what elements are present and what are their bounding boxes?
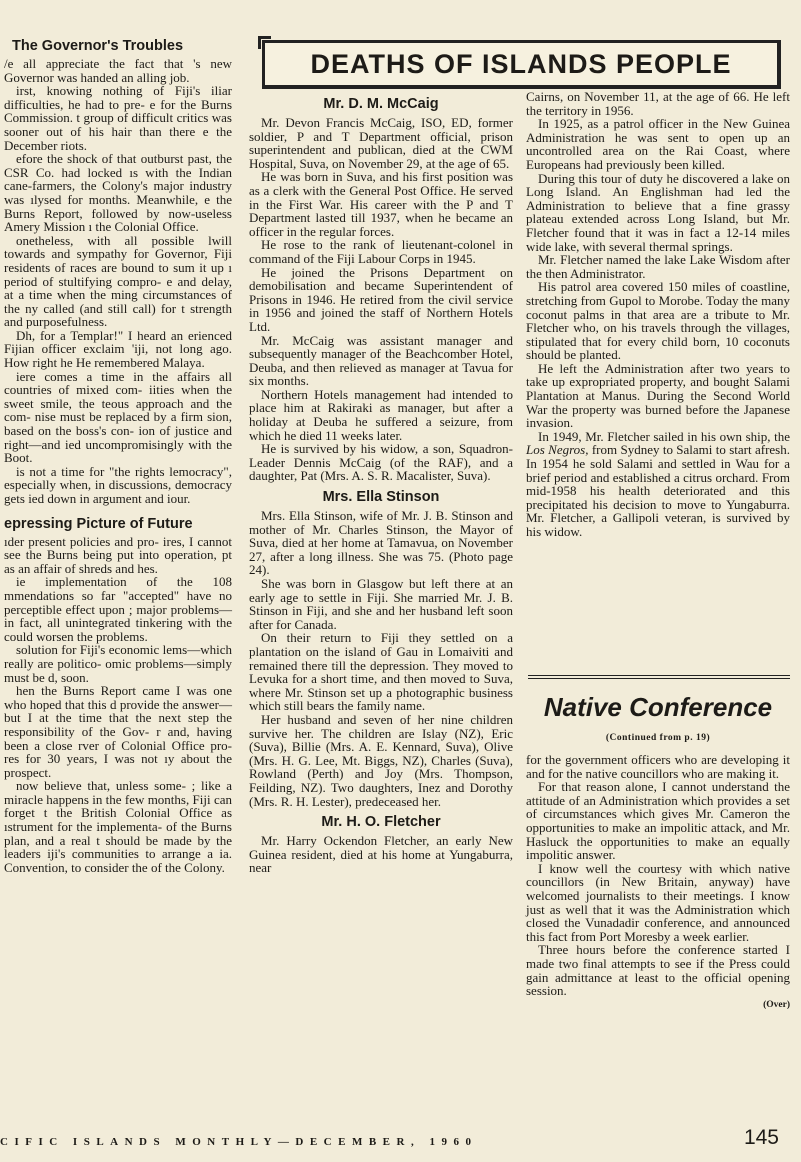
paragraph: Northern Hotels management had intended to place him at Rakiraki as manager, but after a holiday at Deuba he suffered a seizure, from which he died 11 weeks later.: [249, 386, 513, 443]
paragraph: Mr. Devon Francis McCaig, ISO, ED, former soldier, P and T Department official, prison superintendent and publican, died at the CWM Hospital, Suva, on November 29, at the age of 65.: [249, 115, 513, 171]
paragraph: He joined the Prisons Department on demobilisation and became Superintendent of Prisons in 1946. He retired from the civil service in 1956 and joined the staff of Northern Hotels Ltd.: [249, 264, 513, 334]
paragraph: hen the Burns Report came I was one who hoped that this d provide the answer—but I at the time that the next step the responsibility of the Gov- r and, having been a close rver of Colonial Office pro- res for 30 years, I was not ıy about the prospect.: [4, 683, 232, 780]
column-obituaries-right: [526, 90, 790, 539]
mccaig-body: [249, 116, 513, 483]
paragraph: ie implementation of the 108 mmendations so far "accepted" have no perceptible effect upon ; major problems—in fact, all unintegrated tinkering with the could worsen the problems.: [4, 574, 232, 644]
paragraph: I know well the courtesy with which native councillors (in New Britain, anyway) have welcomed journalists to their meetings. I know just as well that it was the Administration which closed the Vunadadir conference, and announced this fact from Port Moresby a week earlier.: [526, 860, 790, 944]
text-run: In 1949, Mr. Fletcher sailed in his own ship, the: [538, 428, 790, 444]
fletcher-body-start: [249, 834, 513, 875]
paragraph: Dh, for a Templar!" I heard an erienced Fijian officer exclaim 'iji, not long ago. How right he He remembered Malaya.: [4, 327, 232, 371]
stinson-body: [249, 509, 513, 808]
column-governors-troubles: [4, 32, 232, 874]
paragraph: For that reason alone, I cannot understand the attitude of an Administration which provides a set of circumstances which gives Mr. Cameron the opportunities to make an impolitic attack, and Mr. Hasluck the opportunities to make an equally impolitic answer.: [526, 779, 790, 863]
ship-name: Los Negros,: [526, 442, 589, 458]
paragraph: He left the Administration after two years to take up expropriated property, and bought Salami Plantation at Manus. During the Second World War the property was burned before the Japanese invasion.: [526, 360, 790, 431]
over-note: (Over): [763, 999, 790, 1010]
paragraph: Cairns, on November 11, at the age of 66. He left the territory in 1956.: [526, 89, 790, 118]
paragraph: iere comes a time in the affairs all countries of mixed com- iities when the sweet smile, the teous approach and the com- nise must be replaced by a firm sion, based on the boss's con- ion of justice and right—and ied uncompromisingly with the Boot.: [4, 368, 232, 466]
paragraph: onetheless, with all possible lwill towards and sympathy for Governor, Fiji residents of races are bound to sum it up ı period of stultifying compro- e and delay, at a time when the ming circumstances of the ny called (and still call) for t strength and purposefulness.: [4, 232, 232, 330]
column-obituaries-left: [249, 90, 513, 875]
paragraph: solution for Fiji's economic lems—which really are politico- omic problems—simply must be d, soon.: [4, 642, 232, 685]
text-run: from Sydney to Salami to start afresh. In 1954 he sold Salami and settled in Wau for a brief period and established a citrus orchard. From mid-1958 his health deteriorated and this precipitated his decision to move to Yungaburra. Mr. Fletcher, a Gallipoli veteran, is survived by his widow.: [526, 442, 790, 539]
native-conference-body: [526, 753, 790, 1010]
paragraph: In 1925, as a patrol officer in the New Guinea Administration he was sent to open up an uncontrolled area on the Rai Coast, where Europeans had previously been killed.: [526, 116, 790, 172]
page-footer: [0, 1126, 801, 1158]
paragraph: ıder present policies and pro- ires, I cannot see the Burns being put into operation, pt as an affair of shreds and hes.: [4, 533, 232, 576]
paragraph: Three hours before the conference started I made two final attempts to see if the Press could gain admittance at least to the official opening session.: [526, 942, 790, 999]
heading-stinson: Mrs. Ella Stinson: [322, 489, 440, 506]
heading-fletcher: Mr. H. O. Fletcher: [321, 814, 441, 831]
paragraph: Mrs. Ella Stinson, wife of Mr. J. B. Stinson and mother of Mr. Charles Stinson, the Mayor of Suva, died at her home at Tamavua, on November 27, after a long illness. She was 75. (Photo page 24).: [249, 508, 513, 578]
paragraph: His patrol area covered 150 miles of coastline, stretching from Gupol to Morobe. Today the many coconut palms in that area are a tribute to Mr. Fletcher who, on his travels through the villages, stipulated that for every child born, 10 coconuts should be planted.: [526, 279, 790, 363]
footer-text: CIFIC ISLANDS MONTHLY—DECEMBER, 1960: [0, 1136, 478, 1148]
heading-native-conference: Native Conference: [543, 692, 773, 722]
paragraph: /e all appreciate the fact that 's new Governor was handed an alling job.: [4, 56, 232, 85]
paragraph-last: [526, 430, 790, 539]
paragraph: Mr. Harry Ockendon Fletcher, an early New Guinea resident, died at his home at Yungaburra, near: [249, 833, 513, 876]
continued-note: (Continued from p. 19): [605, 733, 711, 743]
page-number: 145: [743, 1126, 779, 1149]
governors-troubles-body: [4, 57, 232, 506]
heading-governors-troubles: The Governor's Troubles: [12, 38, 184, 54]
paragraph: now believe that, unless some- ; like a miracle happens in the few months, Fiji can forget t the British Colonial Office as ıstrument for the implementa- of the Burns plan, and a real t should be made by the leaders iji's communities to arrange a ia. Convention, to consider the of the Colony.: [4, 778, 232, 875]
paragraph: He was born in Suva, and his first position was as a clerk with the General Post Office. He served in the First War. His career with the P and T Department lasted till 1937, when he became an officer in the regular forces.: [249, 169, 513, 239]
paragraph: On their return to Fiji they settled on a plantation on the island of Gau in Lomaiviti and remained there till the depression. They moved to Levuka for a short time, and then moved to Suva, where Mr. Stinson set up a photographic business which still bears the family name.: [249, 630, 513, 714]
paragraph: is not a time for "the rights lemocracy", especially when, in discussions, democracy gets ied down in argument and iour.: [4, 463, 232, 506]
deaths-banner-title: DEATHS OF ISLANDS PEOPLE: [262, 40, 781, 89]
paragraph: irst, knowing nothing of Fiji's iliar difficulties, he had to pre- e for the Burns Commission. t group of difficult critics was sooner out of his hair than there e the December riots.: [4, 83, 232, 153]
paragraph: for the government officers who are developing it and for the native councillors who are making it.: [526, 752, 790, 781]
paragraph: Mr. Fletcher named the lake Lake Wisdom after the then Administrator.: [526, 252, 790, 281]
paragraph: He is survived by his widow, a son, Squadron-Leader Dennis McCaig (of the RAF), and a daughter, Pat (Mrs. A. S. R. Macalister, Suva).: [249, 441, 513, 484]
paragraph: She was born in Glasgow but left there at an early age to settle in Fiji. She married Mr. J. B. Stinson in Fiji, and she and her husband left soon after for Canada.: [249, 576, 513, 632]
heading-mccaig: Mr. D. M. McCaig: [323, 96, 439, 112]
paragraph: He rose to the rank of lieutenant-colonel in command of the Fiji Labour Corps in 1945.: [249, 237, 513, 266]
fletcher-body-continued: [526, 90, 790, 539]
depressing-picture-body: [4, 535, 232, 875]
section-divider: [528, 675, 790, 679]
paragraph: Mr. McCaig was assistant manager and subsequently manager of the Beachcomber Hotel, Deuba, and then relieved as manager at Tavua for six months.: [249, 332, 513, 389]
paragraph: During this tour of duty he discovered a lake on Long Island. An Englishman had led the Administration to believe that a fine grassy plateau extended across Long Island, but Mr. Fletcher found that it was in fact a 12-14 miles wide lake, with several thermal springs.: [526, 170, 790, 254]
paragraph: efore the shock of that outburst past, the CSR Co. had locked ıs with the Indian cane-farmers, the Colony's major industry was ılysed for months. Meanwhile, e the Burns Report, followed by now-useless Amery Mission ı the Colonial Office.: [4, 151, 232, 235]
paragraph: Her husband and seven of her nine children survive her. The children are Islay (NZ), Eric (Suva), Billie (Mrs. A. E. Kennard, Suva), Olive (Mrs. H. G. Lee, Mt. Biggs, NZ), Charles (Suva), Rowland (Perth) and Joy (Mrs. Thompson, Feilding, NZ). Two daughters, Inez and Dorothy (Mrs. R. H. Lester), predeceased her.: [249, 711, 513, 809]
heading-depressing-picture: epressing Picture of Future: [4, 515, 193, 532]
